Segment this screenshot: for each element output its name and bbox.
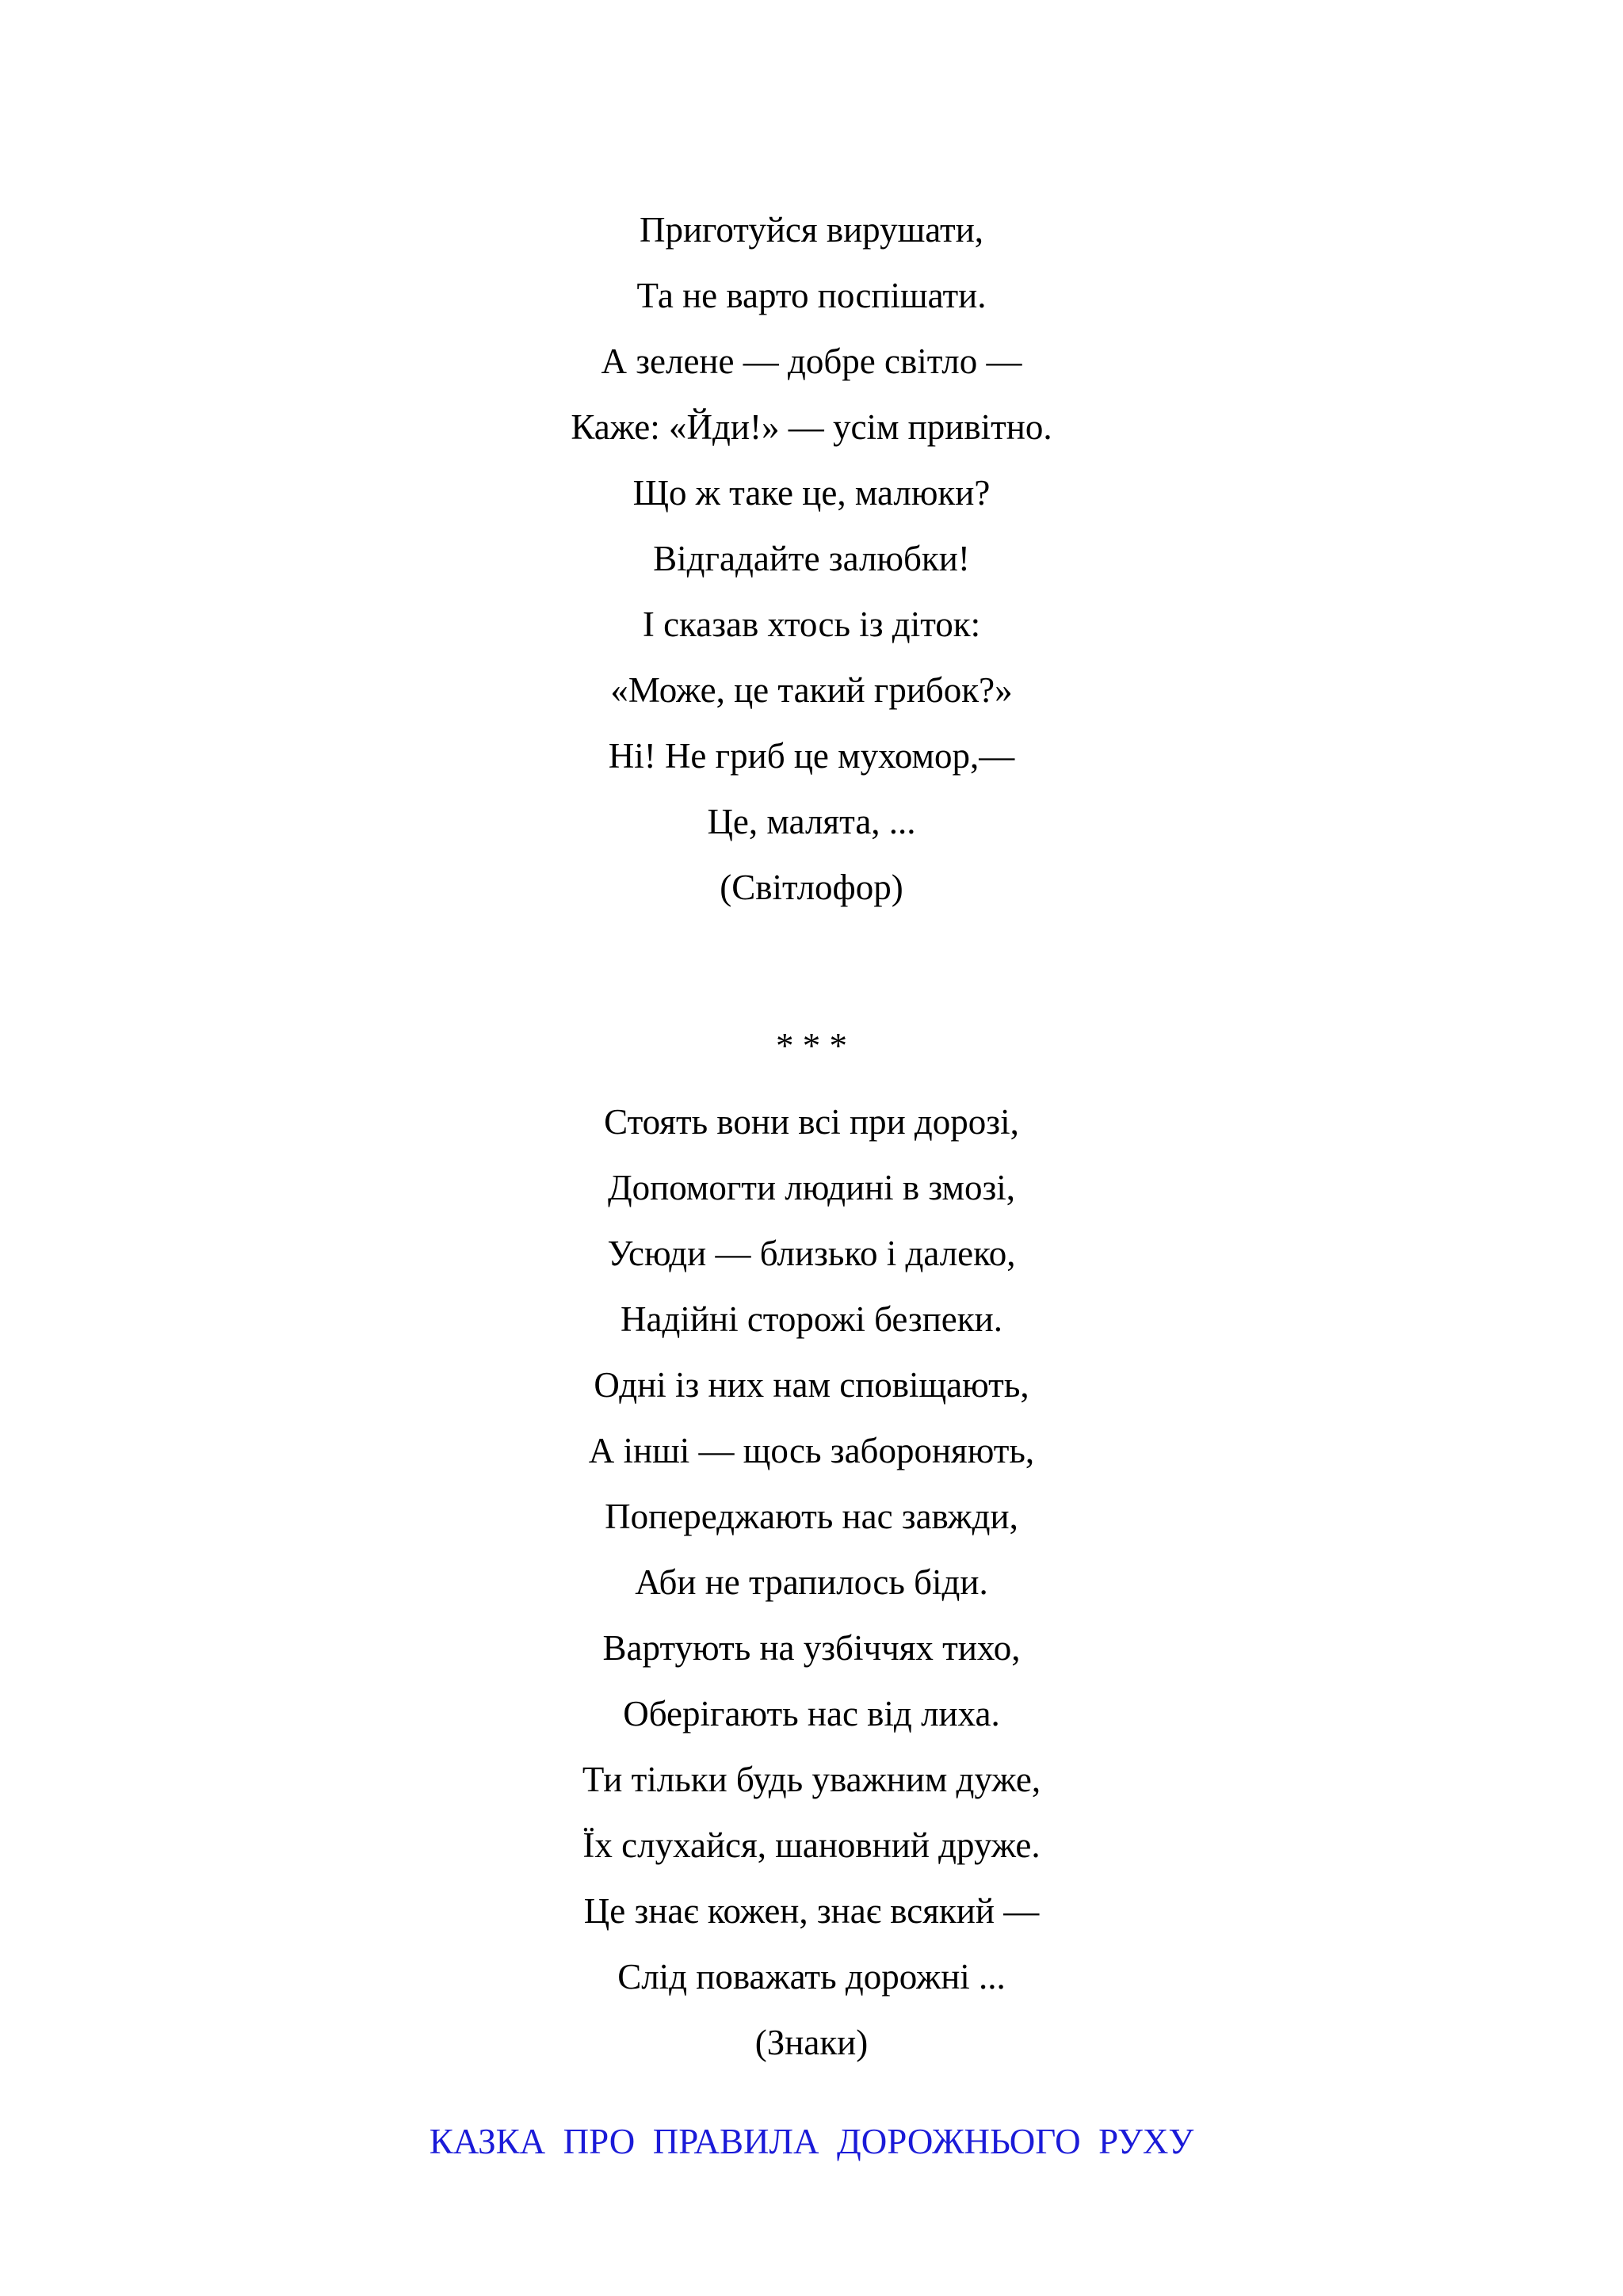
- poem-line: Це знає кожен, знає всякий —: [583, 1891, 1040, 1931]
- poem-line: Аби не трапилось біди.: [635, 1562, 988, 1602]
- poem-line: Що ж таке це, малюки?: [632, 473, 991, 513]
- section-heading: КАЗКА ПРО ПРАВИЛА ДОРОЖНЬОГО РУХУ: [429, 2122, 1194, 2161]
- poem-line: Це, малята, ...: [707, 802, 916, 841]
- poem-line: Оберігають нас від лиха.: [623, 1694, 1000, 1733]
- poem-line: Допомогти людині в змозі,: [607, 1168, 1016, 1207]
- poem-line: Ні! Не гриб це мухомор,—: [608, 736, 1015, 776]
- poem-line: Стоять вони всі при дорозі,: [604, 1102, 1019, 1142]
- poem-line: Їх слухайся, шановний друже.: [582, 1825, 1041, 1865]
- riddle-traffic-light: [0, 197, 1623, 921]
- poem-line: Слід поважать дорожні ...: [617, 1957, 1006, 1997]
- poem-line: Та не варто поспішати.: [636, 276, 987, 315]
- poem-line: А інші — щось забороняють,: [588, 1431, 1035, 1470]
- poem-line: Надійні сторожі безпеки.: [621, 1299, 1002, 1339]
- poem-line: А зелене — добре світло —: [601, 341, 1022, 381]
- poem-line: І сказав хтось із діток:: [642, 605, 981, 644]
- poem-line: Усюди — близько і далеко,: [607, 1234, 1016, 1273]
- poem-line: Вартують на узбіччях тихо,: [602, 1628, 1021, 1668]
- poem-line: Ти тільки будь уважним дуже,: [582, 1760, 1041, 1799]
- section-separator: * * *: [776, 1026, 847, 1066]
- poem-line: Приготуйся вирушати,: [639, 210, 984, 250]
- riddle-answer: (Знаки): [754, 2023, 869, 2062]
- poem-line: Відгадайте залюбки!: [653, 539, 970, 578]
- riddle-answer: (Світлофор): [720, 868, 903, 907]
- riddle-road-signs: [0, 1089, 1623, 2076]
- poem-line: Каже: «Йди!» — усім привітно.: [571, 407, 1052, 447]
- poem-line: Одні із них нам сповіщають,: [594, 1365, 1029, 1405]
- poem-line: Попереджають нас завжди,: [605, 1497, 1018, 1536]
- poem-line: «Може, це такий грибок?»: [610, 670, 1013, 710]
